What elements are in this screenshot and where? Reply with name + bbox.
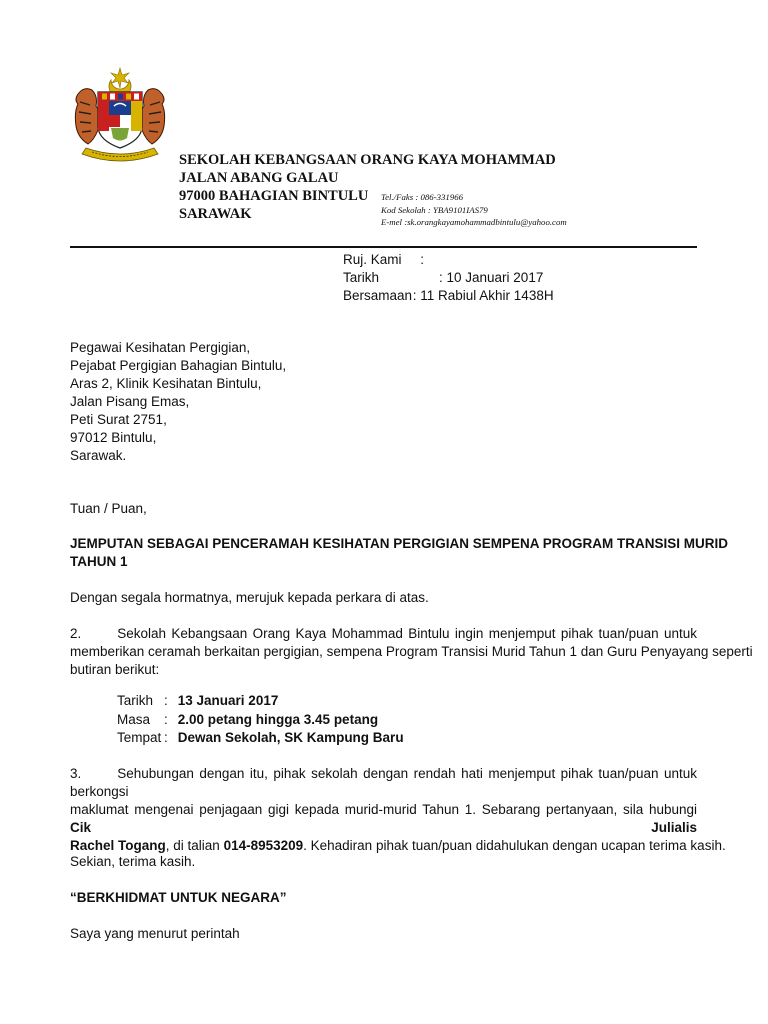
paragraph-line bbox=[70, 765, 697, 801]
detail-row-date: Tarikh : 13 Januari 2017 bbox=[117, 692, 404, 711]
school-name: SEKOLAH KEBANGSAAN ORANG KAYA MOHAMMAD bbox=[179, 152, 556, 168]
paragraph-text: Sekolah Kebangsaan Orang Kaya Mohammad Bintulu ingin menjemput pihak tuan/puan untuk bbox=[117, 626, 697, 641]
recipient-line: 97012 Bintulu, bbox=[70, 430, 157, 445]
contact-person-name: Cik Julialis bbox=[70, 820, 697, 835]
paragraph-number: 2. bbox=[70, 626, 82, 641]
school-crest-icon bbox=[70, 66, 170, 164]
detail-label: Masa bbox=[117, 711, 151, 727]
detail-value: 2.00 petang hingga 3.45 petang bbox=[177, 711, 379, 727]
contact-phone-number: 014-8953209 bbox=[223, 838, 304, 853]
crest-shield-icon bbox=[98, 92, 142, 148]
recipient-address bbox=[70, 339, 286, 465]
recipient-line: Aras 2, Klinik Kesihatan Bintulu, bbox=[70, 376, 262, 391]
salutation: Tuan / Puan, bbox=[70, 501, 147, 516]
hijri-label: Bersamaan bbox=[343, 288, 413, 303]
subject-line: JEMPUTAN SEBAGAI PENCERAMAH KESIHATAN PERGIGIAN SEMPENA PROGRAM TRANSISI MURID bbox=[70, 536, 729, 551]
paragraph-line: butiran berikut: bbox=[70, 662, 160, 677]
recipient-line: Peti Surat 2751, bbox=[70, 412, 167, 427]
detail-label: Tempat bbox=[117, 730, 162, 745]
paragraph-3 bbox=[70, 765, 726, 855]
signoff: Saya yang menurut perintah bbox=[70, 926, 240, 941]
contact-email: E-mel :sk.orangkayamohammadbintulu@yahoo.com bbox=[381, 217, 567, 227]
paragraph-text: . Kehadiran pihak tuan/puan didahulukan dengan ucapan terima kasih. bbox=[303, 838, 726, 853]
detail-value: 13 Januari 2017 bbox=[177, 693, 279, 708]
crest-motto-ribbon bbox=[82, 148, 158, 161]
reference-label: Ruj. Kami bbox=[343, 252, 402, 267]
right-tiger-icon bbox=[139, 89, 164, 144]
paragraph-2 bbox=[70, 625, 753, 679]
hijri-value: : 11 Rabiul Akhir 1438H bbox=[409, 288, 554, 303]
detail-value: Dewan Sekolah, SK Kampung Baru bbox=[177, 730, 404, 745]
reference-block bbox=[343, 251, 554, 305]
letterhead-divider bbox=[70, 246, 697, 248]
left-tiger-icon bbox=[75, 89, 100, 144]
detail-row-time: Masa : 2.00 petang hingga 3.45 petang bbox=[117, 711, 404, 730]
school-state: SARAWAK bbox=[179, 206, 252, 222]
paragraph-text: , di talian bbox=[165, 838, 224, 853]
contact-phone: Tel./Faks : 086-331966 bbox=[381, 192, 464, 202]
motto: “BERKHIDMAT UNTUK NEGARA” bbox=[70, 890, 287, 905]
subject-line: TAHUN 1 bbox=[70, 554, 128, 569]
opening-paragraph: Dengan segala hormatnya, merujuk kepada perkara di atas. bbox=[70, 590, 429, 605]
recipient-line: Sarawak. bbox=[70, 448, 127, 463]
date-label: Tarikh bbox=[343, 270, 380, 285]
reference-row bbox=[343, 287, 554, 305]
school-postcode-city: 97000 BAHAGIAN BINTULU bbox=[179, 188, 369, 204]
event-details bbox=[117, 692, 404, 748]
school-contact-block bbox=[381, 191, 567, 229]
date-value: : 10 Januari 2017 bbox=[409, 270, 544, 285]
detail-label: Tarikh bbox=[117, 693, 154, 708]
subject-heading bbox=[70, 535, 728, 571]
recipient-line: Pejabat Pergigian Bahagian Bintulu, bbox=[70, 358, 287, 373]
contact-school-code: Kod Sekolah : YBA9101IAS79 bbox=[381, 204, 488, 215]
contact-person-surname: Rachel Togang bbox=[70, 838, 166, 853]
school-street: JALAN ABANG GALAU bbox=[179, 170, 339, 186]
closing-line: Sekian, terima kasih. bbox=[70, 854, 196, 869]
reference-value: : bbox=[409, 252, 425, 267]
detail-row-venue: Tempat : Dewan Sekolah, SK Kampung Baru bbox=[117, 729, 404, 748]
paragraph-text: maklumat mengenai penjagaan gigi kepada murid-murid Tahun 1. Sebarang pertanyaan, sila hubungi bbox=[70, 802, 697, 817]
paragraph-line: memberikan ceramah berkaitan pergigian, sempena Program Transisi Murid Tahun 1 dan Guru Penyayang seperti bbox=[70, 644, 753, 659]
paragraph-number: 3. bbox=[70, 766, 82, 781]
recipient-line: Pegawai Kesihatan Pergigian, bbox=[70, 340, 251, 355]
paragraph-text: Sehubungan dengan itu, pihak sekolah dengan rendah hati menjemput pihak tuan/puan untuk berkongsi bbox=[70, 766, 697, 799]
recipient-line: Jalan Pisang Emas, bbox=[70, 394, 190, 409]
paragraph-line bbox=[70, 801, 697, 837]
reference-row bbox=[343, 269, 554, 287]
reference-row bbox=[343, 251, 554, 269]
paragraph-line bbox=[70, 625, 697, 643]
